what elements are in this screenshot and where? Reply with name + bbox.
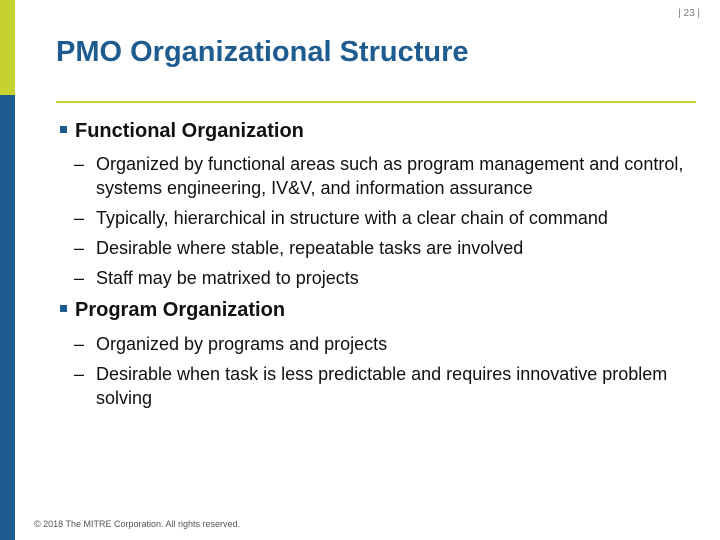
list-item (74, 236, 694, 260)
list-item-text: Typically, hierarchical in structure with a clear chain of command (96, 208, 608, 228)
section-heading-program (60, 299, 285, 322)
dash-bullet: – (74, 154, 85, 174)
list-item (74, 152, 694, 200)
section-heading-text: Functional Organization (75, 120, 304, 142)
copyright-footer: © 2018 The MITRE Corporation. All rights reserved. (34, 519, 241, 529)
dash-bullet: – (74, 268, 85, 288)
list-item-text: Desirable when task is less predictable and requires innovative problem solving (96, 364, 668, 408)
list-item-text: Organized by functional areas such as program management and control, systems engineering, IV&V, and information assurance (96, 154, 684, 198)
page-number: | 23 | (678, 8, 700, 19)
accent-bar-bottom (0, 95, 15, 540)
dash-bullet: – (74, 364, 85, 384)
list-item (74, 266, 694, 290)
square-bullet-icon (60, 126, 67, 133)
square-bullet-icon (60, 305, 67, 312)
section-heading-text: Program Organization (75, 299, 286, 321)
dash-bullet: – (74, 208, 85, 228)
list-item (74, 206, 694, 230)
functional-bullet-list (74, 152, 694, 296)
dash-bullet: – (74, 334, 85, 354)
section-heading-functional (60, 120, 304, 143)
dash-bullet: – (74, 238, 85, 258)
list-item-text: Desirable where stable, repeatable tasks are involved (96, 238, 524, 258)
list-item-text: Staff may be matrixed to projects (96, 268, 359, 288)
slide-title: PMO Organizational Structure (56, 36, 469, 68)
list-item-text: Organized by programs and projects (96, 334, 388, 354)
list-item (74, 362, 694, 410)
list-item (74, 332, 694, 356)
accent-bar-top (0, 0, 15, 95)
title-divider (56, 101, 696, 103)
program-bullet-list (74, 332, 694, 416)
